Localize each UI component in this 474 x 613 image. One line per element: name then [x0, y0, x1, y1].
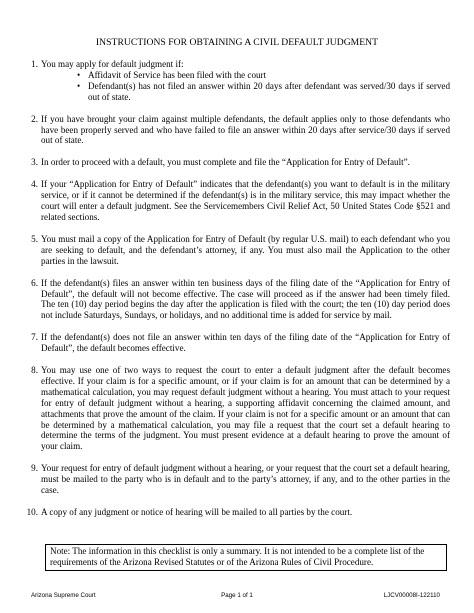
- item-text: If the defendant(s) files an answer within ten business days of the filing date of the “Application for Entry of Default”, the default will not become effective. The case will proceed as if the answer had been timely filed. The ten (10) day period begins the day after the application is filed with the court; the ten (10) day period does not include Saturdays, Sundays, or holidays, and no additional time is added for service by mail.: [41, 277, 450, 321]
- instruction-item-2: [20, 114, 450, 147]
- item-number: 1.: [31, 59, 38, 69]
- instruction-item-8: [20, 365, 450, 452]
- bullet-text: Affidavit of Service has been filed with the court: [88, 69, 267, 80]
- summary-note-box: Note: The information in this checklist is only a summary. It is not intended to be a complete list of the requirements of the Arizona Revised Statutes or of the Arizona Rules of Civil Procedure.: [45, 544, 447, 571]
- bullet-text: Defendant(s) has not filed an answer within 20 days after defendant was served/30 days if served out of state.: [88, 80, 450, 102]
- item-text: Your request for entry of default judgment without a hearing, or your request that the court set a default hearing, must be mailed to the party who is in default and to the party’s attorney, if any, and to the other parties in the case.: [41, 463, 450, 496]
- item-number: 3.: [31, 157, 38, 168]
- item-text: If you have brought your claim against multiple defendants, the default applies only to those defendants who have been properly served and who have failed to file an answer within 20 days after service/30 days if served out of state.: [41, 113, 450, 146]
- item-text: You may apply for default judgment if:: [41, 59, 184, 69]
- instruction-list: [20, 59, 450, 529]
- footer-page-number: Page 1 of 1: [221, 592, 253, 599]
- footer-form-code: LJCV00008I-122110: [383, 592, 440, 599]
- item-number: 9.: [31, 463, 38, 474]
- item-text: In order to proceed with a default, you must complete and file the “Application for Entry of Default”.: [41, 157, 410, 168]
- instruction-item-6: [20, 278, 450, 322]
- instruction-item-3: [20, 157, 450, 168]
- item-number: 2.: [31, 113, 38, 124]
- instruction-item-10: [20, 507, 450, 518]
- bullet-icon: •: [77, 80, 81, 91]
- bullet-item: [41, 70, 450, 81]
- instruction-item-1: [20, 59, 450, 103]
- item-number: 5.: [31, 233, 38, 244]
- footer-court-name: Arizona Supreme Court: [31, 592, 96, 599]
- item-number: 8.: [31, 365, 38, 376]
- page-title: INSTRUCTIONS FOR OBTAINING A CIVIL DEFAULT JUDGMENT: [95, 37, 379, 48]
- item-number: 7.: [31, 332, 38, 343]
- item-number: 4.: [31, 179, 38, 190]
- item-number: 6.: [31, 277, 38, 288]
- item-text: You may use one of two ways to request the court to enter a default judgment after the default becomes effective. If your claim is for a specific amount, or if your claim is for an amount that can be determined by a mathematical calculation, you may request default judgment without a hearing. You must attach to your request for entry of default judgment without a hearing, a supporting affidavit concerning the claimed amount, and attachments that prove the amount of the claim. If your claim is not for a specific amount or an amount that can be determined by a mathematical calculation, you may file a request that the court set a default hearing to determine the terms of the judgment. You must present evidence at a default hearing to prove the amount of your claim.: [41, 365, 450, 452]
- item-text: You must mail a copy of the Application for Entry of Default (by regular U.S. mail) to each defendant who you are seeking to default, and the defendant’s attorney, if any. You must also mail the Application to the other parties in the lawsuit.: [41, 233, 450, 266]
- item-number: 10.: [26, 507, 38, 517]
- bullet-list: [41, 70, 450, 103]
- instruction-item-4: [20, 179, 450, 223]
- item-text: If the defendant(s) does not file an answer within ten days of the filing date of the “Application for Entry of Default”, the default becomes effective.: [41, 332, 450, 354]
- bullet-icon: •: [77, 69, 81, 80]
- bullet-item: [41, 81, 450, 103]
- instruction-item-7: [20, 332, 450, 354]
- item-text: If your “Application for Entry of Default” indicates that the defendant(s) you want to default is in the military service, or if it cannot be determined if the defendant(s) is in the military service, this may impact whether the court will enter a default judgment. See the Servicemembers Civil Relief Act, 50 United States Code §521 and related sections.: [41, 179, 450, 222]
- instruction-item-5: [20, 234, 450, 267]
- item-text: A copy of any judgment or notice of hearing will be mailed to all parties by the court.: [41, 507, 353, 517]
- instruction-item-9: [20, 463, 450, 496]
